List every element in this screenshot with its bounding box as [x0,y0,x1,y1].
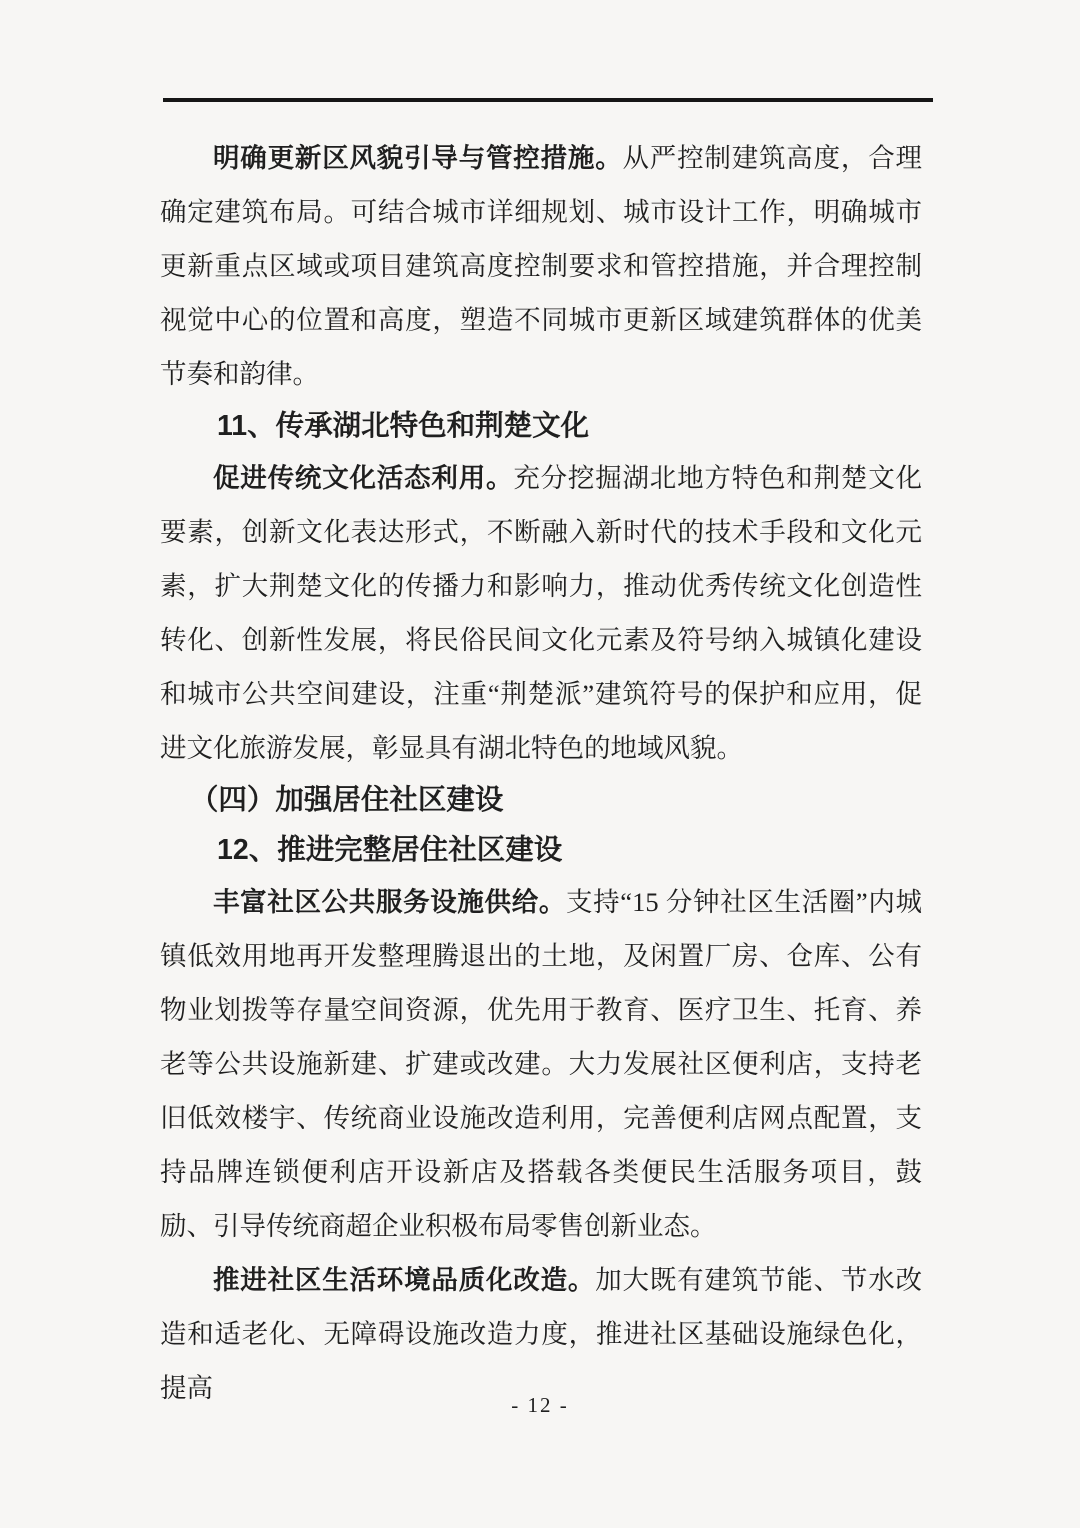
paragraph-traditional-culture [160,451,922,775]
heading-section-4: （四）加强居住社区建设 [189,784,504,816]
paragraph-text: 充分挖掘湖北地方特色和荆楚文化要素，创新文化表达形式，不断融入新时代的技术手段和文化元素，扩大荆楚文化的传播力和影响力，推动优秀传统文化创造性转化、创新性发展，将民俗民间文化元素及符号纳入城镇化建设和城市公共空间建设，注重“荆楚派”建筑符号的保护和应用，促进文化旅游发展，彰显具有湖北特色的地域风貌。 [160,463,923,763]
header-rule [163,98,933,102]
paragraph-renewal-area-guidance [160,131,922,401]
document-content [160,131,922,1415]
paragraph-lead: 促进传统文化活态利用。 [213,463,514,493]
paragraph-lead: 丰富社区公共服务设施供给。 [213,887,566,917]
heading-item-12: 12、推进完整居住社区建设 [217,834,563,866]
paragraph-text: 加大既有建筑节能、节水改造和适老化、无障碍设施改造力度，推进社区基础设施绿色化，提高 [160,1265,923,1403]
paragraph-community-services [160,875,922,1253]
heading-item-11: 11、传承湖北特色和荆楚文化 [217,410,590,442]
paragraph-text: 从严控制建筑高度，合理确定建筑布局。可结合城市详细规划、城市设计工作，明确城市更新重点区域或项目建筑高度控制要求和管控措施，并合理控制视觉中心的位置和高度，塑造不同城市更新区域建筑群体的优美节奏和韵律。 [160,143,922,389]
paragraph-text: 支持“15 分钟社区生活圈”内城镇低效用地再开发整理腾退出的土地，及闲置厂房、仓库、公有物业划拨等存量空间资源，优先用于教育、医疗卫生、托育、养老等公共设施新建、扩建或改建。大力发展社区便利店，支持老旧低效楼宇、传统商业设施改造利用，完善便利店网点配置，支持品牌连锁便利店开设新店及搭载各类便民生活服务项目，鼓励、引导传统商超企业积极布局零售创新业态。 [160,887,922,1241]
paragraph-lead: 明确更新区风貌引导与管控措施。 [213,143,623,173]
page-number: - 12 - [511,1393,569,1417]
paragraph-lead: 推进社区生活环境品质化改造。 [213,1265,596,1295]
